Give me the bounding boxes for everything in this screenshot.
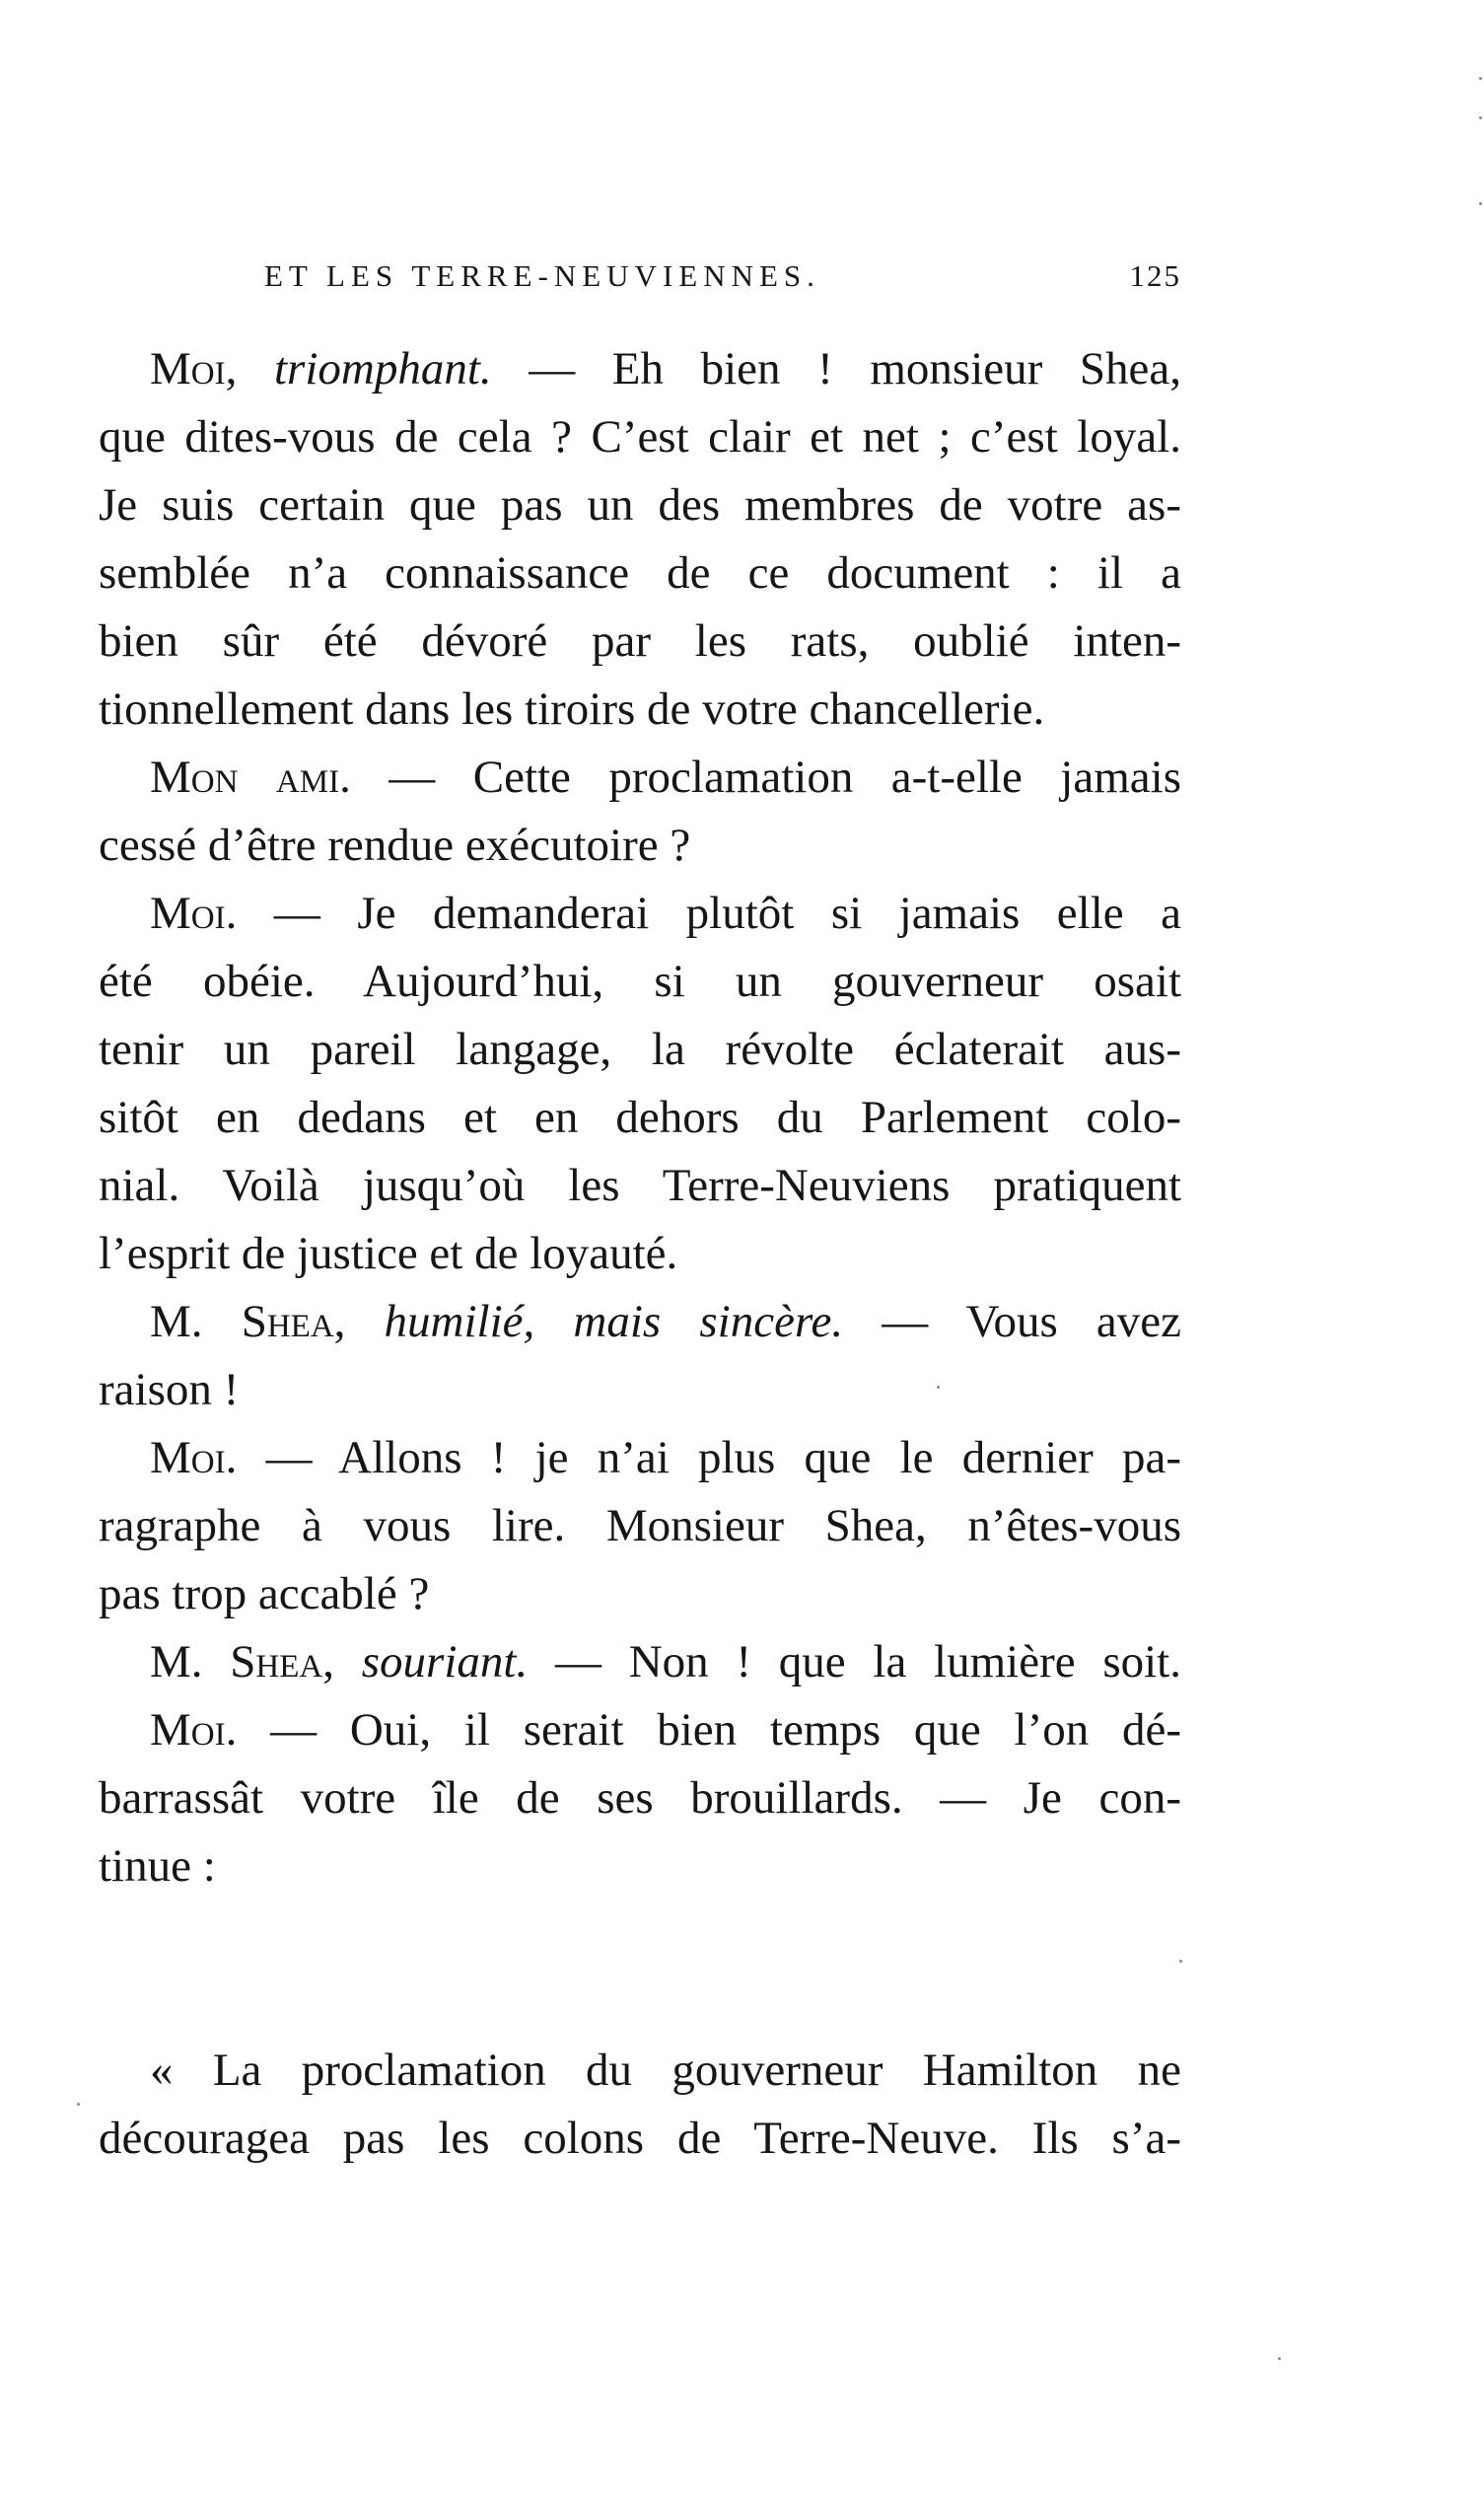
dialogue-text: — Oui, il serait bien temps que l’on dé- (237, 1704, 1181, 1756)
text-line (99, 1424, 1181, 1492)
speaker-label: Moi. (150, 888, 238, 939)
running-header (264, 258, 1181, 298)
text-line: tionnellement dans les tiroirs de votre chancellerie. (99, 683, 1045, 735)
speaker-label: M. Shea, (150, 1296, 346, 1347)
scan-speck (1278, 2357, 1281, 2360)
text-line: bien sûr été dévoré par les rats, oublié inten- (99, 615, 1181, 667)
dialogue-text: — Non ! que la lumière soit. (528, 1636, 1181, 1687)
text-line (99, 1696, 1181, 1764)
text-line: été obéie. Aujourd’hui, si un gouverneur osait (99, 956, 1181, 1007)
speaker-label: Moi, (150, 343, 238, 395)
text-line: découragea pas les colons de Terre-Neuve. Ils s’a- (99, 2113, 1181, 2164)
dialogue-text: — Cette proclamation a-t-elle jamais (350, 752, 1181, 803)
text-line: barrassât votre île de ses brouillards. — Je con- (99, 1772, 1181, 1824)
text-line (99, 335, 1181, 403)
speaker-label: M. Shea, (150, 1636, 334, 1687)
text-line: nial. Voilà jusqu’où les Terre-Neuviens pratiquent (99, 1160, 1181, 1211)
text-line: sitôt en dedans et en dehors du Parlement colo- (99, 1092, 1181, 1143)
dialogue-text: — Allons ! je n’ai plus que le dernier pa- (237, 1432, 1181, 1483)
page-number: 125 (1129, 258, 1181, 293)
text-line: cessé d’être rendue exécutoire ? (99, 820, 691, 871)
text-line: tenir un pareil langage, la révolte éclaterait aus- (99, 1024, 1181, 1075)
text-line (99, 744, 1181, 812)
text-line: ragraphe à vous lire. Monsieur Shea, n’êtes-vous (99, 1500, 1181, 1551)
scan-speck (1479, 77, 1482, 80)
dialogue-text: — Eh bien ! monsieur Shea, (491, 343, 1181, 395)
body-text (99, 335, 1181, 2173)
text-line (99, 880, 1181, 948)
text-line: Je suis certain que pas un des membres de votre as- (99, 479, 1181, 531)
text-line: que dites-vous de cela ? C’est clair et net ; c’est loyal. (99, 411, 1181, 463)
scan-speck (1179, 1960, 1182, 1963)
text-line: raison ! (99, 1364, 240, 1415)
paragraph-gap (99, 1901, 1181, 2037)
text-line: « La proclamation du gouverneur Hamilton ne (150, 2045, 1181, 2096)
text-line: pas trop accablé ? (99, 1568, 430, 1619)
text-line: tinue : (99, 1840, 216, 1892)
speaker-label: Mon ami. (150, 752, 351, 803)
scan-speck (937, 1386, 940, 1389)
stage-direction: humilié, mais sincère. (345, 1296, 844, 1347)
dialogue-text: — Je demanderai plutôt si jamais elle a (237, 888, 1181, 939)
speaker-label: Moi. (150, 1432, 238, 1483)
text-line (99, 1628, 1181, 1696)
text-line (99, 1288, 1181, 1356)
running-title: ET LES TERRE-NEUVIENNES. (264, 258, 820, 293)
speaker-label: Moi. (150, 1704, 238, 1756)
stage-direction: triomphant. (237, 343, 492, 395)
scan-speck (1479, 202, 1482, 205)
text-line: l’esprit de justice et de loyauté. (99, 1228, 678, 1279)
scan-speck (1479, 116, 1482, 119)
scan-speck (77, 2103, 80, 2106)
stage-direction: souriant. (334, 1636, 529, 1687)
text-line: semblée n’a connaissance de ce document : il a (99, 547, 1181, 599)
dialogue-text: — Vous avez (843, 1296, 1181, 1347)
